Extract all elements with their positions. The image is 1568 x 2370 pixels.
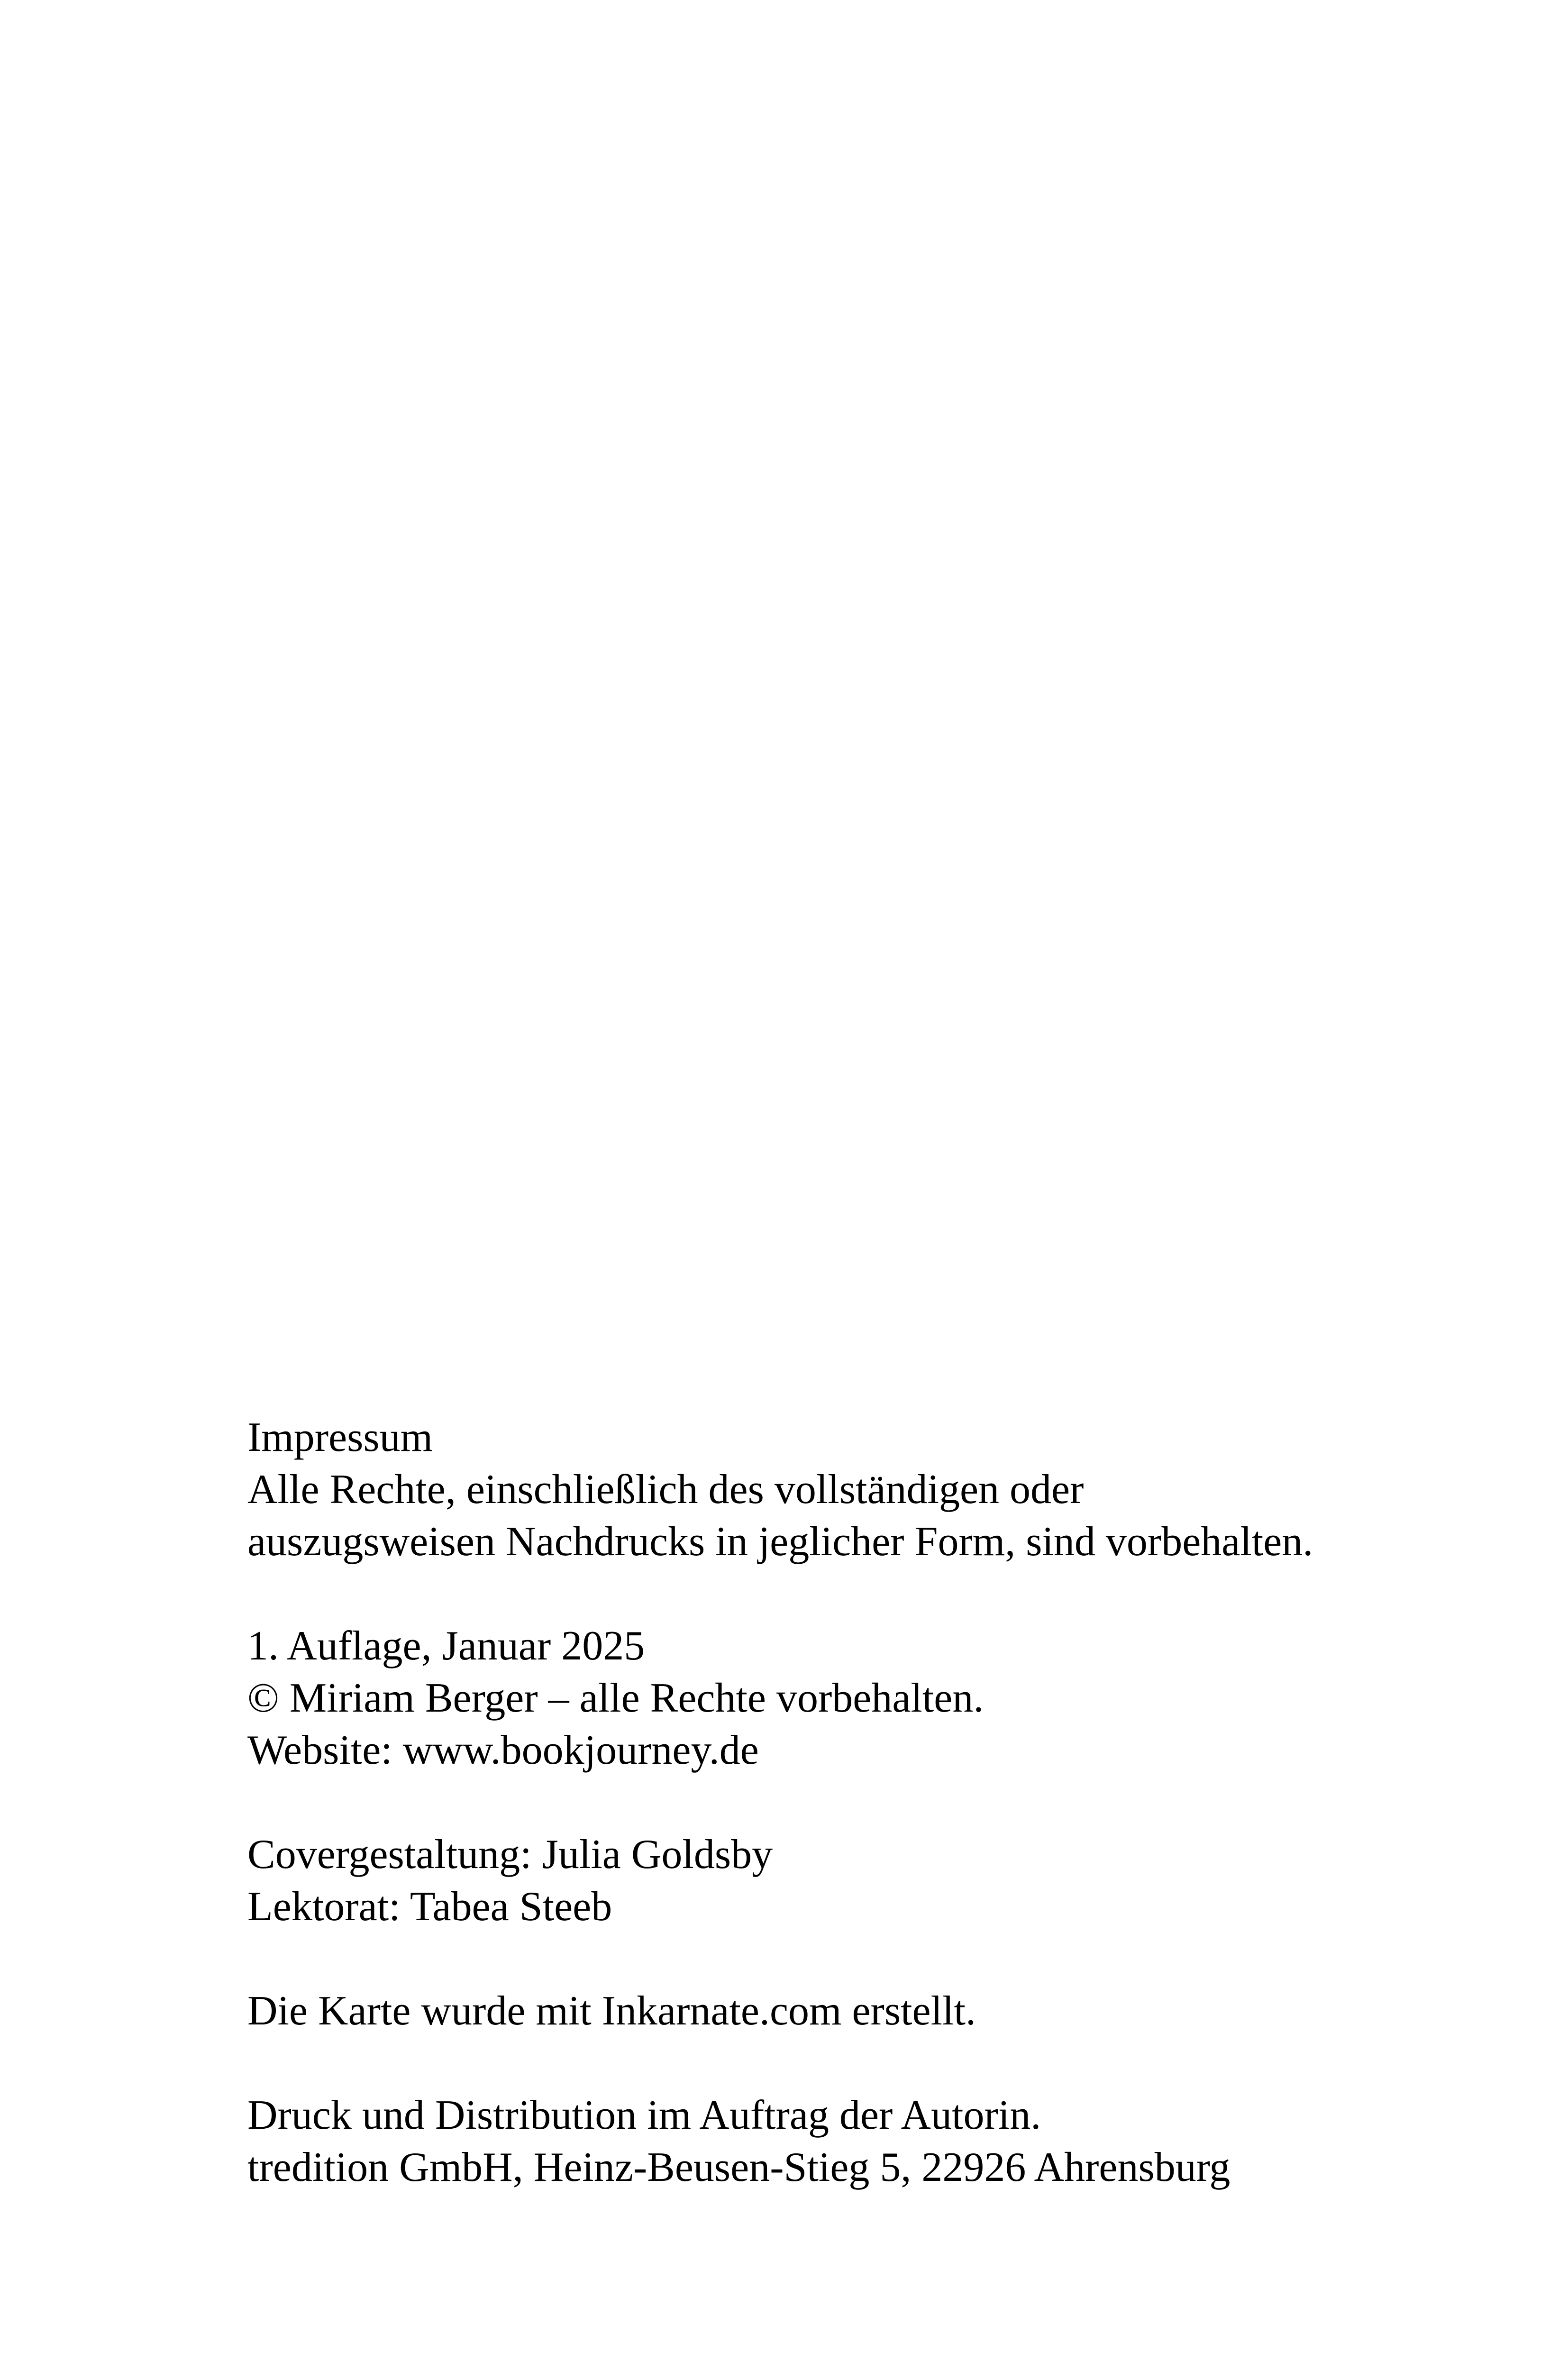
spacer <box>247 2037 1527 2089</box>
rights-line-2: auszugsweisen Nachdrucks in jeglicher Form, sind vorbehalten. <box>247 1519 1313 1565</box>
copyright-line: © Miriam Berger – alle Rechte vorbehalten. <box>247 1675 984 1721</box>
spacer <box>247 1568 1527 1620</box>
map-credit-line: Die Karte wurde mit Inkarnate.com erstellt. <box>247 1988 976 2034</box>
rights-line-1: Alle Rechte, einschließlich des vollständigen oder <box>247 1467 1084 1513</box>
spacer <box>247 1777 1527 1829</box>
imprint-heading: Impressum <box>247 1414 433 1460</box>
publisher-address-line: tredition GmbH, Heinz-Beusen-Stieg 5, 22926 Ahrensburg <box>247 2144 1231 2190</box>
editing-line: Lektorat: Tabea Steeb <box>247 1884 612 1930</box>
imprint-block <box>247 1412 1527 2194</box>
cover-design-line: Covergestaltung: Julia Goldsby <box>247 1832 773 1878</box>
edition-line: 1. Auflage, Januar 2025 <box>247 1623 645 1669</box>
website-line: Website: www.bookjourney.de <box>247 1727 759 1773</box>
distribution-line: Druck und Distribution im Auftrag der Autorin. <box>247 2092 1041 2138</box>
spacer <box>247 1933 1527 1985</box>
